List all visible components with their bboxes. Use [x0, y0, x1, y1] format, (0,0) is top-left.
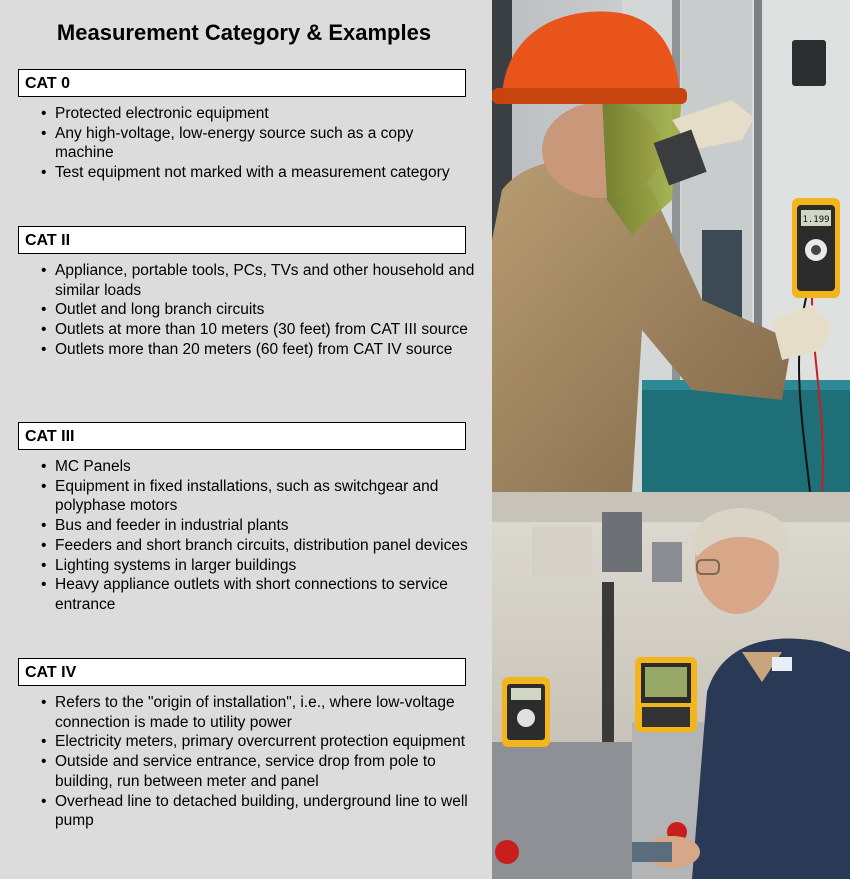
- list-item: • Outside and service entrance, service drop from pole to building, run between meter and panel: [55, 752, 475, 791]
- photo-technician: [492, 492, 850, 879]
- meter-reading: 1.199: [802, 215, 830, 225]
- list-item: • Heavy appliance outlets with short connections to service entrance: [55, 575, 475, 614]
- category-header-cat4: CAT IV: [18, 658, 466, 686]
- page-title: Measurement Category & Examples: [56, 20, 432, 45]
- list-item: • Electricity meters, primary overcurrent protection equipment: [55, 732, 475, 752]
- list-item: • Equipment in fixed installations, such as switchgear and polyphase motors: [55, 477, 475, 516]
- list-item: • Outlets more than 20 meters (60 feet) from CAT IV source: [55, 340, 475, 360]
- list-item: • Outlet and long branch circuits: [55, 300, 475, 320]
- multimeter-device: [792, 198, 840, 298]
- list-item: • Overhead line to detached building, underground line to well pump: [55, 792, 475, 831]
- list-item: • Refers to the "origin of installation", i.e., where low-voltage connection is made to utility power: [55, 693, 475, 732]
- category-header-cat3: CAT III: [18, 422, 466, 450]
- photo-hardhat-worker-illustration: [492, 0, 850, 492]
- photo-technician-illustration: [492, 492, 850, 879]
- category-list-cat2: [55, 261, 475, 360]
- list-item: • MC Panels: [55, 457, 475, 477]
- list-item: • Lighting systems in larger buildings: [55, 556, 475, 576]
- list-item: • Bus and feeder in industrial plants: [55, 516, 475, 536]
- list-item: • Any high-voltage, low-energy source such as a copy machine: [55, 124, 475, 163]
- list-item: • Appliance, portable tools, PCs, TVs and other household and similar loads: [55, 261, 475, 300]
- category-header-cat0: CAT 0: [18, 69, 466, 97]
- scope-meter: [635, 657, 697, 732]
- list-item: • Protected electronic equipment: [55, 104, 475, 124]
- photo-hardhat-worker: [492, 0, 850, 492]
- category-list-cat3: [55, 457, 475, 615]
- category-header-cat2: CAT II: [18, 226, 466, 254]
- category-list-cat0: [55, 104, 475, 183]
- list-item: • Outlets at more than 10 meters (30 feet) from CAT III source: [55, 320, 475, 340]
- list-item: • Test equipment not marked with a measurement category: [55, 163, 475, 183]
- category-list-cat4: [55, 693, 475, 831]
- list-item: • Feeders and short branch circuits, distribution panel devices: [55, 536, 475, 556]
- left-multimeter: [502, 677, 550, 747]
